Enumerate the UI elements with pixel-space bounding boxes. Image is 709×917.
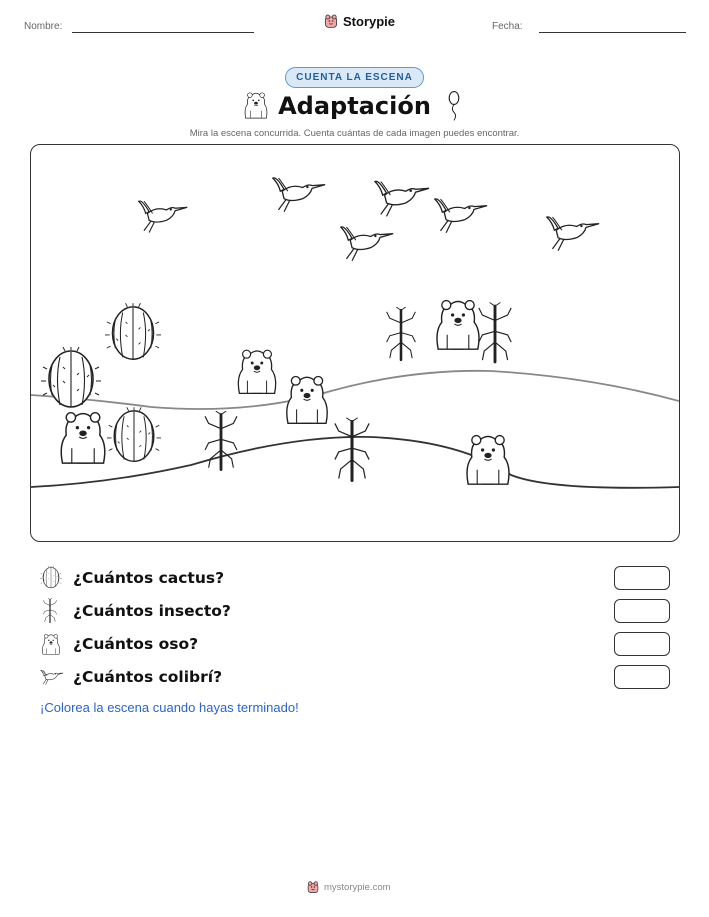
question-row: [40, 660, 670, 693]
hummingbird-icon: [341, 227, 393, 261]
question-text: ¿Cuántos colibrí?: [73, 667, 223, 686]
hummingbird-icon: [139, 201, 188, 232]
site-footer: [306, 880, 391, 894]
name-label: Nombre:: [24, 21, 63, 32]
scene-illustration: [31, 145, 679, 541]
hummingbird-icon: [40, 666, 64, 688]
balloon-icon: [446, 90, 462, 122]
storypie-logo-icon: [323, 13, 339, 29]
cactus-icon: [41, 347, 101, 407]
cactus-icon: [105, 303, 161, 359]
stick-insect-icon: [335, 418, 369, 481]
name-field[interactable]: [72, 32, 254, 33]
stick-insect-icon: [205, 411, 237, 469]
question-row: [40, 594, 670, 627]
closing-note: ¡Colorea la escena cuando hayas terminado!: [40, 700, 299, 715]
bear-icon: [437, 301, 479, 350]
hill-line-back: [31, 371, 679, 409]
cactus-icon: [107, 407, 161, 461]
bear-icon: [40, 632, 62, 656]
storypie-logo-icon: [306, 880, 320, 894]
stick-insect-icon: [40, 598, 60, 624]
bear-icon: [467, 436, 509, 485]
question-list: [40, 561, 670, 693]
stick-insect-icon: [387, 307, 416, 360]
question-row: [40, 561, 670, 594]
stick-insect-icon: [479, 303, 511, 362]
brand-logo: [323, 13, 395, 29]
bear-icon: [61, 413, 105, 463]
question-row: [40, 627, 670, 660]
hummingbird-icon: [435, 199, 487, 233]
bear-icon: [287, 376, 327, 423]
question-text: ¿Cuántos cactus?: [73, 568, 225, 587]
question-text: ¿Cuántos oso?: [73, 634, 199, 653]
hummingbird-icon: [375, 181, 429, 216]
site-url[interactable]: mystorypie.com: [324, 881, 391, 893]
brand-name: Storypie: [343, 13, 396, 29]
date-field[interactable]: [539, 32, 686, 33]
answer-box[interactable]: [614, 665, 670, 689]
activity-tag: CUENTA LA ESCENA: [285, 67, 424, 88]
hummingbird-icon: [273, 178, 325, 212]
answer-box[interactable]: [614, 632, 670, 656]
cactus-icon: [40, 566, 62, 590]
scene-frame: [30, 144, 680, 542]
instruction-text: Mira la escena concurrida. Cuenta cuántas de cada imagen puedes encontrar.: [189, 128, 520, 139]
answer-box[interactable]: [614, 599, 670, 623]
bear-icon: [238, 350, 275, 393]
page-title: Adaptación: [278, 92, 431, 120]
answer-box[interactable]: [614, 566, 670, 590]
hummingbird-icon: [547, 217, 599, 251]
question-text: ¿Cuántos insecto?: [73, 601, 231, 620]
date-label: Fecha:: [492, 21, 523, 32]
